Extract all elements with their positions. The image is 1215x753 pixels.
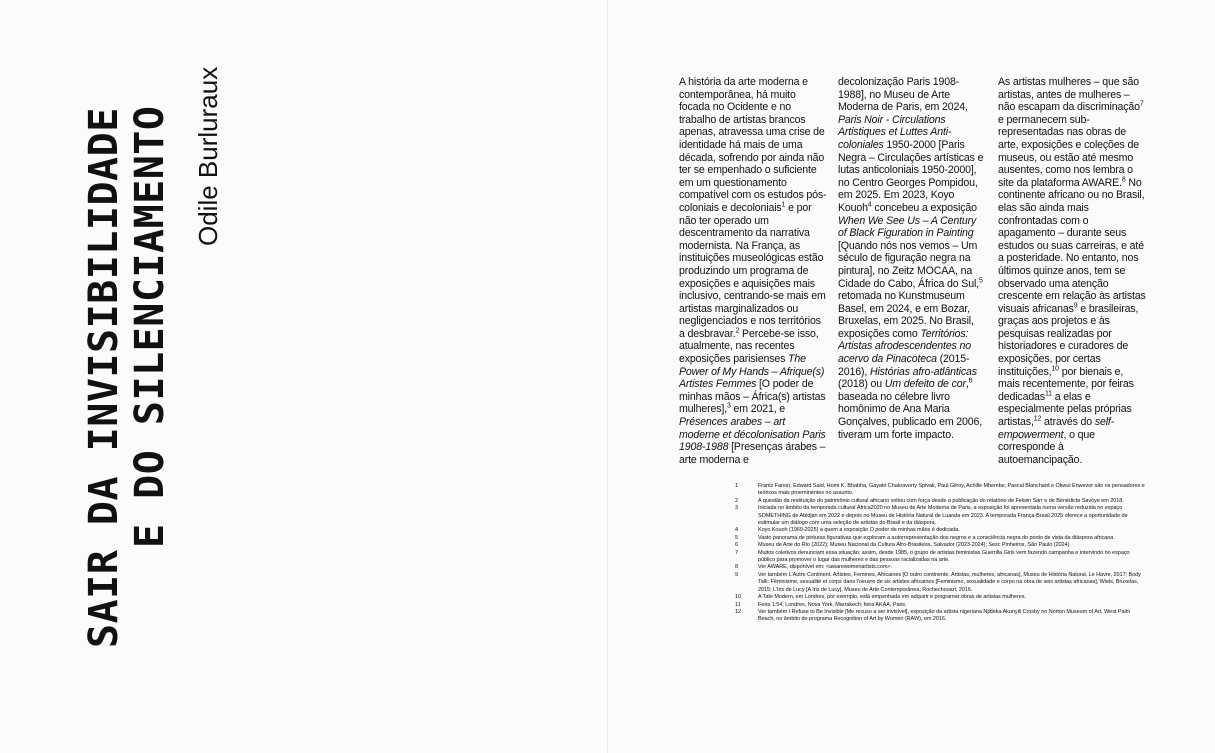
- italic-title: Territórios: Artistas afrodescendentes no acervo da Pinacoteca: [838, 327, 972, 366]
- footnote: [735, 609, 1147, 624]
- footnote-text: A questão da restituição do patrimônio cultural africano voltou com força desde a publicação do relatório de Felwin Sarr e de Bénédicte Savoye em 2018.: [758, 497, 1124, 504]
- footnote-number: 12: [735, 608, 742, 615]
- footnote: [735, 505, 1147, 527]
- footnote-ref: 9: [1073, 302, 1078, 310]
- footnote-ref: 8: [1121, 176, 1126, 184]
- footnote-ref: 1: [781, 201, 786, 209]
- body-paragraph: A história da arte moderna e contemporânea, há muito focada no Ocidente e no trabalho de artistas brancos apenas, atravessa uma crise de identidade há mais de uma década, sofrendo por ainda não ter se empenhado o suficiente em um questionamento compatível com os estudos pós-coloniais e decoloniais$^1$ e por não ter operado um descentramento da narrativa modernista. Na França, as instituições museológicas estão produzindo um programa de exposições e aquisições mais inclusivo, centrando-se mais em artistas marginalizados ou negligenciados e nos territórios a desbravar.$^2$ Percebe-se isso, atualmente, nas recentes exposições parisienses The Power of My Hands – Afrique(s) Artistes Femmes [O poder de minhas mãos – África(s) artistas mulheres],$^3$ em 2021, e Présences arabes – art moderne et décolonisation Paris 1908-1988 [Presenças árabes – arte moderna e: [679, 76, 827, 466]
- footnote-number: 11: [735, 601, 741, 608]
- footnote: [735, 527, 1147, 534]
- footnote-text: Feira 1:54, Londres, Nova York, Marrakech; feira AKAA, Paris.: [758, 601, 907, 608]
- footnote: [735, 572, 1147, 594]
- footnote-ref: 2: [735, 327, 740, 335]
- footnote: [735, 550, 1147, 565]
- italic-title: The Power of My Hands – Afrique(s) Artistes Femmes: [679, 353, 825, 391]
- footnote-text: Ver também L'Autre Continent. Artistes, Femmes, Africaines [O outro continente. Artistas, mulheres, africanas], Museu de História Natural, Le Havre, 2017; Body Talk: Féminisme, sexualité et corps dans l'oeuvre de six artistes africaines [Feminismo, sexualidade e corpo na obra de seis artistas africanas], Wiels, Bruxelas, 2015; L'Iris de Lucy [A íris de Lucy], Museu de Arte Contemporânea, Rochechouart, 2016.: [758, 571, 1141, 593]
- footnote: [735, 602, 1147, 609]
- footnote-number: 10: [735, 594, 742, 601]
- footnote-ref: 12: [1033, 415, 1042, 423]
- footnote-number: 4: [735, 527, 739, 534]
- footnote-ref: 4: [867, 201, 872, 209]
- footnote-text: A Tate Modern, em Londres, por exemplo, está empenhada em adquirir e programar obras de artistas mulheres.: [758, 594, 1026, 601]
- body-column-1: [679, 76, 827, 466]
- footnote-number: 7: [735, 549, 739, 556]
- footnote-text: Museu de Arte do Rio (2022); Museu Nacional da Cultura Afro-Brasileira, Salvador (2023-2024); Sesc Pinheiros, São Paulo (2024).: [758, 542, 1071, 549]
- footnote-ref: 10: [1051, 365, 1059, 373]
- footnote-text: Frantz Fanon, Edward Said, Homi K. Bhabha, Gayatri Chakravorty Spivak, Paul Gilroy, Achille Mbembe, Pascal Blanchard e Okwui Enwezor são os pensadores e teóricos mais proeminentes no assunto.: [758, 483, 1145, 497]
- footnote-number: 1: [735, 483, 739, 489]
- italic-title: When We See Us – A Century of Black Figuration in Painting: [838, 214, 977, 240]
- footnote: [735, 535, 1147, 542]
- footnote-ref: 11: [1044, 390, 1052, 398]
- italic-title: Um defeito de cor: [884, 378, 966, 391]
- body-column-3: [998, 76, 1146, 466]
- footnote-number: 5: [735, 534, 739, 541]
- italic-title: Paris Noir - Circulations Artistiques et Luttes Anti-coloniales: [838, 113, 952, 151]
- footnote-text: Vasto panorama de pinturas figurativas que exploram a autorrepresentação dos negros e a consciência negra do ponto de vista da diáspora africana.: [758, 534, 1115, 541]
- footnote-number: 9: [735, 571, 739, 578]
- italic-title: Présences arabes – art moderne et décolonisation Paris 1908-1988: [679, 416, 826, 454]
- footnote: [735, 483, 1147, 498]
- italic-title: self-empowerment: [998, 416, 1115, 441]
- footnote: [735, 542, 1147, 549]
- footnote-ref: 3: [726, 402, 731, 410]
- footnote-ref: 7: [1139, 100, 1144, 108]
- footnote: [735, 594, 1147, 601]
- footnote-number: 3: [735, 505, 739, 512]
- footnote-ref: 6: [968, 377, 973, 385]
- footnote-text: Koyo Kouoh (1969-2025) a quem a exposição O poder de minhas mãos é dedicada.: [758, 527, 960, 534]
- body-column-2: [838, 76, 986, 441]
- footnote-text: Ver AWARE, disponível em: <awarewomenartists.com>.: [758, 564, 893, 571]
- footnotes: [735, 483, 1147, 624]
- footnote-number: 8: [735, 564, 739, 571]
- footnote-text: Iniciada no âmbito da temporada cultural África2020 no Museu de Arte Moderna de Paris, a exposição foi apresentada numa versão reduzida no espaço SOMETHING de Abidjan em 2022 e depois no Museu de História Natural de Luanda em 2023. A temporada França-Brasil 2025 oferece a oportunidade de estimular um diálogo com uma seleção de artistas do Brasil e da diáspora.: [758, 505, 1128, 527]
- footnote-ref: 5: [978, 276, 983, 284]
- footnote-number: 6: [735, 542, 739, 549]
- footnote-number: 2: [735, 497, 739, 504]
- chapter-title-line-2: E DO SILENCIAMENTO: [127, 105, 173, 548]
- italic-title: Histórias afro-atlânticas: [869, 365, 977, 378]
- author-name: Odile Burluraux: [193, 66, 223, 246]
- footnote: [735, 564, 1147, 571]
- chapter-title-line-1: SAIR DA INVISIBILIDADE: [81, 107, 127, 648]
- body-paragraph: decolonização Paris 1908-1988], no Museu de Arte Moderna de Paris, em 2024, Paris Noir - Circulations Artistiques et Luttes Anti-coloniales 1950-2000 [Paris Negra – Circulações artísticas e lutas anticoloniais 1950-2000], no Centro Georges Pompidou, em 2025. Em 2023, Koyo Kouoh$^4$ concebeu a exposição When We See Us – A Century of Black Figuration in Painting [Quando nós nos vemos – Um século de figuração negra na pintura], no Zeitz MOCAA, na Cidade do Cabo, África do Sul,$^5$ retomada no Kunstmuseum Basel, em 2024, e em Bozar, Bruxelas, em 2025. No Brasil, exposições como Territórios: Artistas afrodescendentes no acervo da Pinacoteca (2015-2016), Histórias afro-atlânticas (2018) ou Um defeito de cor,$^6$ baseada no célebre livro homônimo de Ana Maria Gonçalves, publicado em 2006, tiveram um forte impacto.: [838, 76, 984, 441]
- footnote-text: Ver também I Refuse to Be Invisible [Me recuso a ser invisível], exposição da artista nigeriana Njideka Akunyili Crosby no Norton Museum of Art, West Palm Beach, no âmbito do programa Recognition of Art by Women (RAW), em 2016.: [758, 608, 1131, 623]
- body-paragraph: As artistas mulheres – que são artistas, antes de mulheres – não escapam da discriminação$^7$ e permanecem sub-representadas nas obras de arte, exposições e coleções de museus, ou estão até mesmo ausentes, como nos lembra o site da plataforma AWARE.$^8$ No continente africano ou no Brasil, elas são ainda mais confrontadas com o apagamento – durante seus estudos ou suas carreiras, e até a posteridade. No entanto, nos últimos quinze anos, tem se observado uma atenção crescente em relação às artistas visuais africanas$^9$ e brasileiras, graças aos projetos e às pesquisas realizadas por historiadores e curadores de exposições, por certas instituições,$^{10}$ por bienais e, mais recentemente, por feiras dedicadas$^{11}$ a elas e especialmente pelas próprias artistas,$^{12}$ através do self-empowerment, o que corresponde à autoemancipação.: [998, 76, 1146, 466]
- footnote-text: Muitos coletivos denunciam essa situação; assim, desde 1985, o grupo de artistas feministas Guerrilla Girls vem fazendo campanha e intervindo no espaço público para promover o lugar das mulheres e das pessoas racializadas na arte.: [758, 549, 1130, 564]
